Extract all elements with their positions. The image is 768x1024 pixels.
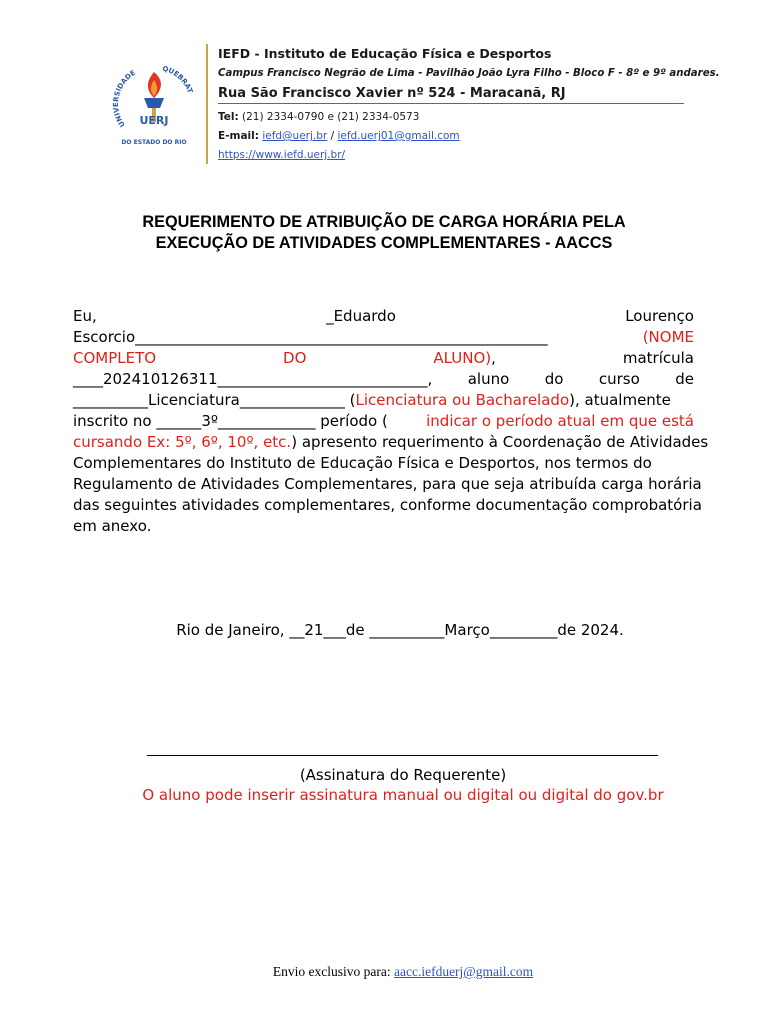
header-divider	[206, 44, 208, 164]
body-line-2	[73, 327, 694, 348]
email-link-1[interactable]: iefd@uerj.br	[262, 130, 328, 142]
document-title	[0, 212, 768, 254]
body-line-10: das seguintes atividades complementares, conforme documentação comprobatória	[73, 496, 702, 514]
text-eu: Eu,	[73, 307, 97, 325]
request-body	[73, 306, 709, 537]
tel-label: Tel:	[218, 111, 239, 123]
tel-value: (21) 2334-0790 e (21) 2334-0573	[242, 111, 420, 123]
hint-do: DO	[283, 349, 307, 367]
text-atualmente: ), atualmente	[569, 391, 671, 409]
signature-label: (Assinatura do Requerente)	[299, 766, 507, 784]
student-first-name: _Eduardo	[326, 307, 396, 325]
signature-line	[147, 755, 658, 756]
registration-number-field: ____202410126311____________________________,	[73, 370, 433, 388]
svg-text:QUEBRAT: QUEBRAT	[161, 64, 195, 95]
footer-text: Envio exclusivo para:	[272, 964, 394, 979]
hint-aluno-group	[433, 348, 496, 369]
body-line-3	[73, 348, 694, 369]
logo-text: UERJ	[139, 114, 169, 127]
email-label: E-mail:	[218, 130, 259, 142]
hint-course-type: Licenciatura ou Bacharelado	[355, 391, 570, 409]
body-line-1	[73, 306, 694, 327]
footer-email-link[interactable]: aacc.iefduerj@gmail.com	[393, 964, 534, 979]
course-value: __________Licenciatura______________ (	[73, 391, 356, 409]
course-field	[73, 390, 671, 411]
street-address: Rua São Francisco Xavier nº 524 - Maracanã, RJ	[218, 86, 684, 104]
student-last-name-field: Escorcio_______________________________________________________	[73, 328, 548, 346]
text-aluno: aluno	[467, 370, 510, 388]
date-line: Rio de Janeiro, __21___de __________Março_________de 2024.	[176, 621, 624, 639]
hint-period: indicar o período atual em que está	[426, 412, 694, 430]
hint-period-example: cursando Ex: 5º, 6º, 10º, etc.	[73, 433, 292, 451]
body-line-11: em anexo.	[73, 517, 152, 535]
title-line-2: EXECUÇÃO DE ATIVIDADES COMPLEMENTARES - AACCS	[155, 234, 613, 252]
website-link[interactable]: https://www.iefd.uerj.br/	[218, 149, 346, 161]
telephone	[218, 110, 720, 124]
body-line-4	[73, 369, 694, 390]
text-curso: curso	[598, 370, 640, 388]
student-middle-name: Lourenço	[625, 307, 694, 325]
text-apresento: ) apresento requerimento à Coordenação de Atividades	[291, 433, 709, 451]
comma: ,	[491, 349, 496, 367]
hint-nome: (NOME	[642, 328, 694, 346]
body-line-8: Complementares do Instituto de Educação Física e Desportos, nos termos do	[73, 454, 652, 472]
body-line-9: Regulamento de Atividades Complementares, para que seja atribuída carga horária	[73, 475, 702, 493]
uerj-logo	[108, 58, 200, 150]
institution-header	[218, 46, 720, 162]
institute-name: IEFD - Instituto de Educação Física e Desportos	[218, 46, 552, 61]
text-matricula: matrícula	[622, 349, 694, 367]
body-line-6	[73, 411, 694, 432]
svg-text:DO ESTADO DO RIO: DO ESTADO DO RIO	[121, 139, 187, 146]
campus-address: Campus Francisco Negrão de Lima - Pavilhão João Lyra Filho - Bloco F - 8º e 9º andares.	[218, 68, 720, 79]
body-line-7	[73, 432, 709, 453]
email-link-2[interactable]: iefd.uerj01@gmail.com	[337, 130, 460, 142]
title-line-1: REQUERIMENTO DE ATRIBUIÇÃO DE CARGA HORÁRIA PELA	[142, 213, 626, 231]
email-separator: /	[327, 130, 338, 142]
hint-completo: COMPLETO	[73, 349, 157, 367]
signature-note: O aluno pode inserir assinatura manual ou digital ou digital do gov.br	[142, 786, 664, 804]
text-de: de	[675, 370, 694, 388]
hint-aluno: ALUNO)	[433, 349, 492, 367]
email-line	[218, 129, 720, 143]
period-field: inscrito no ______3º_____________ período (	[73, 412, 388, 430]
text-do: do	[544, 370, 564, 388]
footer	[0, 963, 768, 981]
svg-text:UNIVERSIDADE: UNIVERSIDADE	[111, 68, 138, 129]
body-line-5	[73, 390, 694, 411]
